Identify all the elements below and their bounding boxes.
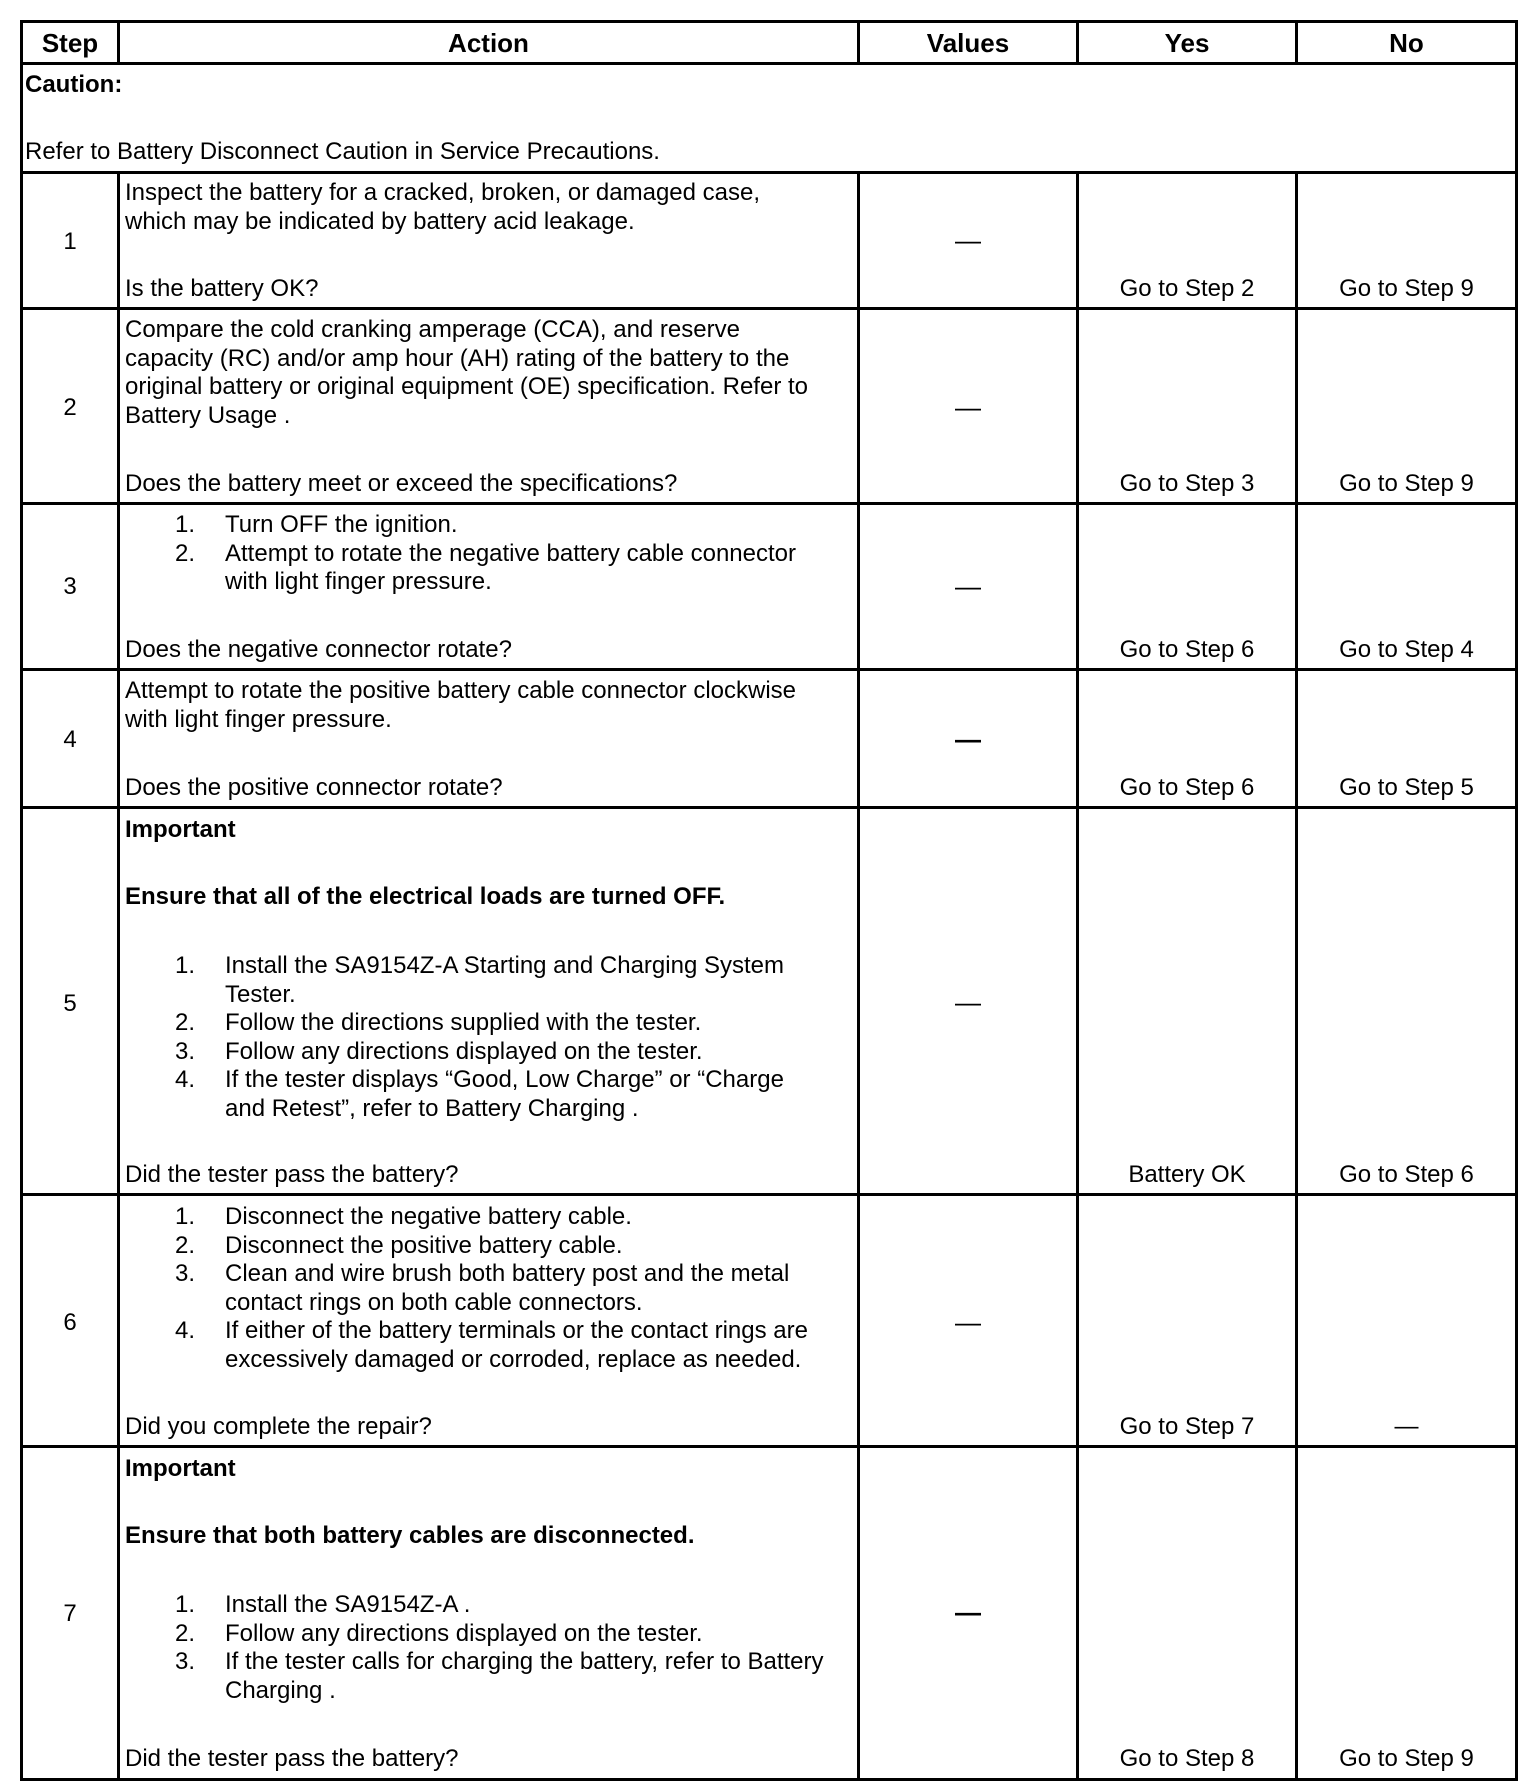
list-item-number: 2. <box>175 539 196 567</box>
action-list <box>125 952 850 1123</box>
step-number: 4 <box>63 726 77 753</box>
list-item-line: If the tester calls for charging the battery, refer to Battery <box>225 1648 824 1675</box>
list-item-line: Turn OFF the ignition. <box>225 511 458 538</box>
action-text <box>125 677 850 734</box>
list-item <box>125 1317 850 1374</box>
table-right-border <box>1515 20 1518 1781</box>
header-no: No <box>1389 28 1424 58</box>
action-question: Does the negative connector rotate? <box>125 636 512 663</box>
list-item-number: 2. <box>175 1619 196 1647</box>
yes-cell: Go to Step 7 <box>1119 1413 1255 1440</box>
action-list <box>125 1203 850 1374</box>
header-step: Step <box>41 28 99 58</box>
values-cell: — <box>955 571 981 601</box>
list-item <box>125 540 850 597</box>
no-cell: Go to Step 5 <box>1339 774 1474 801</box>
values-cell: — <box>955 987 981 1017</box>
list-item-line: Follow the directions supplied with the tester. <box>225 1009 702 1036</box>
column-divider-step <box>117 171 120 1781</box>
list-item-number: 3. <box>175 1037 196 1065</box>
list-item-line: If the tester displays “Good, Low Charge” or “Charge <box>225 1066 784 1093</box>
yes-cell: Go to Step 8 <box>1119 1745 1255 1772</box>
list-item-number: 3. <box>175 1648 196 1675</box>
list-item <box>125 1648 850 1705</box>
action-list <box>125 511 850 597</box>
list-item-number: 4. <box>175 1317 196 1344</box>
list-item <box>125 1620 850 1649</box>
yes-cell: Battery OK <box>1128 1161 1246 1188</box>
action-text <box>125 179 850 236</box>
column-divider-values <box>1076 171 1079 1781</box>
list-item-line: Clean and wire brush both battery post and the metal <box>225 1260 790 1287</box>
action-line: Inspect the battery for a cracked, broken, or damaged case, <box>125 179 761 206</box>
action-line: Compare the cold cranking amperage (CCA), and reserve <box>125 316 740 343</box>
list-item-line: Attempt to rotate the negative battery cable connector <box>225 539 797 567</box>
list-item-line: Follow any directions displayed on the tester. <box>225 1619 703 1647</box>
row-6-bottom-border <box>20 1445 1518 1448</box>
caution-bottom-border <box>20 171 1518 174</box>
header-yes: Yes <box>1164 28 1210 58</box>
list-item-number: 2. <box>175 1009 196 1036</box>
list-item-number: 4. <box>175 1066 196 1093</box>
values-cell: — <box>955 1597 981 1627</box>
list-item-number: 1. <box>175 952 196 979</box>
action-line: original battery or original equipment (OE) specification. Refer to <box>125 373 808 400</box>
row-1-bottom-border <box>20 307 1518 310</box>
step-number: 5 <box>63 990 77 1017</box>
action-question: Did you complete the repair? <box>125 1413 432 1440</box>
action-line: Attempt to rotate the positive battery cable connector clockwise <box>125 677 797 704</box>
important-text: Ensure that all of the electrical loads are turned OFF. <box>125 883 726 910</box>
table-left-border <box>20 20 23 1781</box>
list-item <box>125 1009 850 1038</box>
list-item <box>125 1203 850 1232</box>
header-action: Action <box>448 28 529 58</box>
values-cell: — <box>955 724 981 754</box>
list-item-line: Install the SA9154Z-A . <box>225 1591 471 1618</box>
list-item <box>125 1260 850 1317</box>
important-label: Important <box>125 1455 236 1482</box>
values-cell: — <box>955 1307 981 1337</box>
step-number: 2 <box>63 394 77 421</box>
table-top-border <box>20 20 1518 23</box>
table-bottom-border <box>20 1778 1518 1781</box>
yes-cell: Go to Step 6 <box>1119 636 1255 663</box>
step-number: 7 <box>63 1600 77 1627</box>
important-text: Ensure that both battery cables are disconnected. <box>125 1522 695 1549</box>
no-cell: Go to Step 9 <box>1339 275 1474 302</box>
column-divider-yes <box>1295 171 1298 1781</box>
row-3-bottom-border <box>20 668 1518 671</box>
header-bottom-border <box>20 62 1518 65</box>
no-cell: Go to Step 4 <box>1339 636 1474 663</box>
step-number: 1 <box>63 228 77 255</box>
action-question: Did the tester pass the battery? <box>125 1745 459 1772</box>
action-line: with light finger pressure. <box>125 705 392 733</box>
action-question: Is the battery OK? <box>125 275 319 302</box>
yes-cell: Go to Step 3 <box>1119 470 1255 497</box>
list-item-line: excessively damaged or corroded, replace as needed. <box>225 1345 802 1373</box>
list-item-line: Disconnect the positive battery cable. <box>225 1231 623 1259</box>
action-question: Does the positive connector rotate? <box>125 774 503 801</box>
list-item-line: with light finger pressure. <box>225 568 492 595</box>
list-item-line: contact rings on both cable connectors. <box>225 1288 643 1316</box>
action-list <box>125 1591 850 1705</box>
action-line: Battery Usage . <box>125 401 291 429</box>
list-item <box>125 1232 850 1261</box>
values-cell: — <box>955 392 981 422</box>
header-values: Values <box>926 28 1010 58</box>
caution-text: Refer to Battery Disconnect Caution in Service Precautions. <box>25 138 660 165</box>
list-item-number: 3. <box>175 1260 196 1287</box>
list-item-line: Tester. <box>225 980 296 1008</box>
list-item-number: 1. <box>175 1203 196 1230</box>
no-cell: Go to Step 9 <box>1339 470 1474 497</box>
list-item <box>125 511 850 540</box>
list-item-number: 1. <box>175 1591 196 1618</box>
list-item-line: and Retest”, refer to Battery Charging . <box>225 1094 639 1122</box>
list-item-line: Install the SA9154Z-A Starting and Charging System <box>225 952 784 979</box>
no-cell: Go to Step 6 <box>1339 1161 1474 1188</box>
no-cell: — <box>1394 1413 1419 1440</box>
row-2-bottom-border <box>20 502 1518 505</box>
yes-cell: Go to Step 2 <box>1119 275 1255 302</box>
row-4-bottom-border <box>20 806 1518 809</box>
action-line: which may be indicated by battery acid leakage. <box>125 207 635 235</box>
step-number: 6 <box>63 1309 77 1336</box>
list-item-number: 1. <box>175 511 196 538</box>
action-line: capacity (RC) and/or amp hour (AH) rating of the battery to the <box>125 344 790 372</box>
list-item-line: Follow any directions displayed on the tester. <box>225 1037 703 1065</box>
action-question: Did the tester pass the battery? <box>125 1161 459 1188</box>
important-label: Important <box>125 816 236 843</box>
list-item-line: Charging . <box>225 1676 336 1704</box>
values-cell: — <box>955 225 981 255</box>
list-item-line: Disconnect the negative battery cable. <box>225 1203 632 1230</box>
no-cell: Go to Step 9 <box>1339 1745 1474 1772</box>
yes-cell: Go to Step 6 <box>1119 774 1255 801</box>
step-number: 3 <box>63 573 77 600</box>
list-item <box>125 1591 850 1620</box>
list-item <box>125 1038 850 1067</box>
action-text <box>125 316 850 430</box>
action-question: Does the battery meet or exceed the specifications? <box>125 470 678 497</box>
list-item-number: 2. <box>175 1231 196 1259</box>
list-item <box>125 952 850 1009</box>
caution-title: Caution: <box>25 71 123 98</box>
list-item <box>125 1066 850 1123</box>
list-item-line: If either of the battery terminals or the contact rings are <box>225 1317 808 1344</box>
row-5-bottom-border <box>20 1193 1518 1196</box>
